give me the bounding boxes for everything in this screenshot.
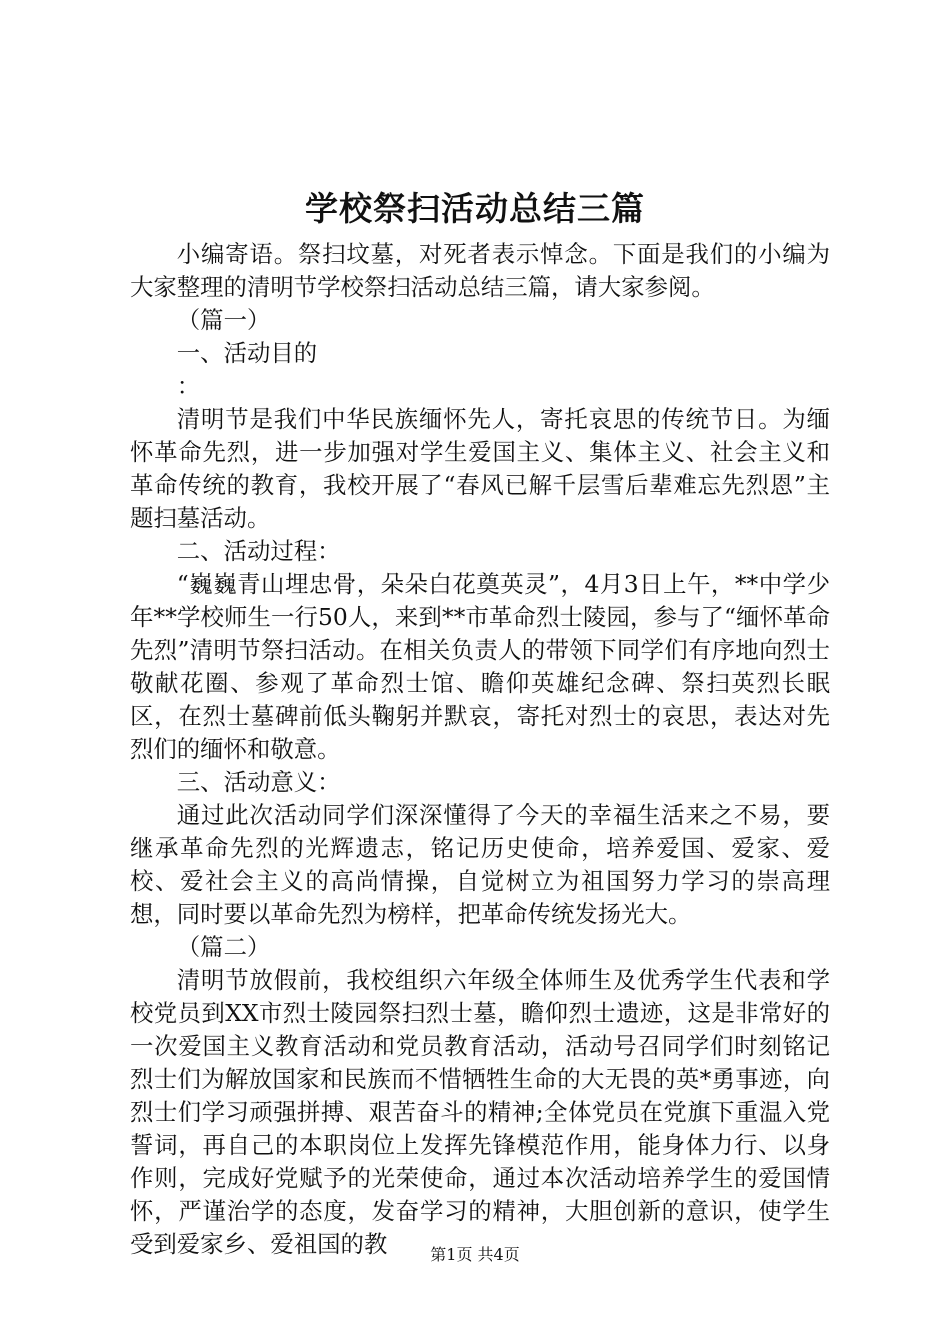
section-label-part-one: （篇一） <box>176 306 271 334</box>
heading-activity-process: 二、活动过程： <box>176 537 341 565</box>
paragraph-part-two: 清明节放假前，我校组织六年级全体师生及优秀学生代表和学校党员到XX市烈士陵园祭扫烈士墓，瞻仰烈士遗迹，这是非常好的一次爱国主义教育活动和党员教育活动，活动号召同学们时刻铭记烈士们为解放国家和民族而不惜牺牲生命的大无畏的英*勇事迹，向烈士们学习顽强拼搏、艰苦奋斗的精神;全体党员在党旗下重温入党誓词，再自己的本职岗位上发挥先锋模范作用，能身体力行、以身作则，完成好党赋予的光荣使命，通过本次活动培养学生的爱国情怀，严谨治学的态度，发奋学习的精神，大胆创新的意识，使学生受到爱家乡、爱祖国的教 <box>130 966 830 1258</box>
paragraph-purpose: 清明节是我们中华民族缅怀先人，寄托哀思的传统节日。为缅怀革命先烈，进一步加强对学生爱国主义、集体主义、社会主义和革命传统的教育，我校开展了“春风已解千层雪后辈难忘先烈恩”主题扫墓活动。 <box>130 405 830 532</box>
intro-paragraph: 小编寄语。祭扫坟墓，对死者表示悼念。下面是我们的小编为大家整理的清明节学校祭扫活动总结三篇，请大家参阅。 <box>130 240 830 301</box>
paragraph-process: “巍巍青山埋忠骨，朵朵白花奠英灵”，4月3日上午，**中学少年**学校师生一行50人，来到**市革命烈士陵园，参与了“缅怀革命先烈”清明节祭扫活动。在相关负责人的带领下同学们有序地向烈士敬献花圈、参观了革命烈士馆、瞻仰英雄纪念碑、祭扫英烈长眠区，在烈士墓碑前低头鞠躬并默哀，寄托对烈士的哀思，表达对先烈们的缅怀和敬意。 <box>130 570 830 763</box>
document-body <box>130 238 830 1261</box>
document-title: 学校祭扫活动总结三篇 <box>305 189 645 228</box>
page-number-footer: 第1页 共4页 <box>430 1245 520 1264</box>
colon-line: ： <box>176 372 201 400</box>
paragraph-meaning: 通过此次活动同学们深深懂得了今天的幸福生活来之不易，要继承革命先烈的光辉遗志，铭记历史使命，培养爱国、爱家、爱校、爱社会主义的高尚情操，自觉树立为祖国努力学习的崇高理想，同时要以革命先烈为榜样，把革命传统发扬光大。 <box>130 801 830 928</box>
section-label-part-two: （篇二） <box>176 933 271 961</box>
heading-activity-purpose: 一、活动目的 <box>176 339 318 367</box>
heading-activity-meaning: 三、活动意义： <box>176 768 341 796</box>
